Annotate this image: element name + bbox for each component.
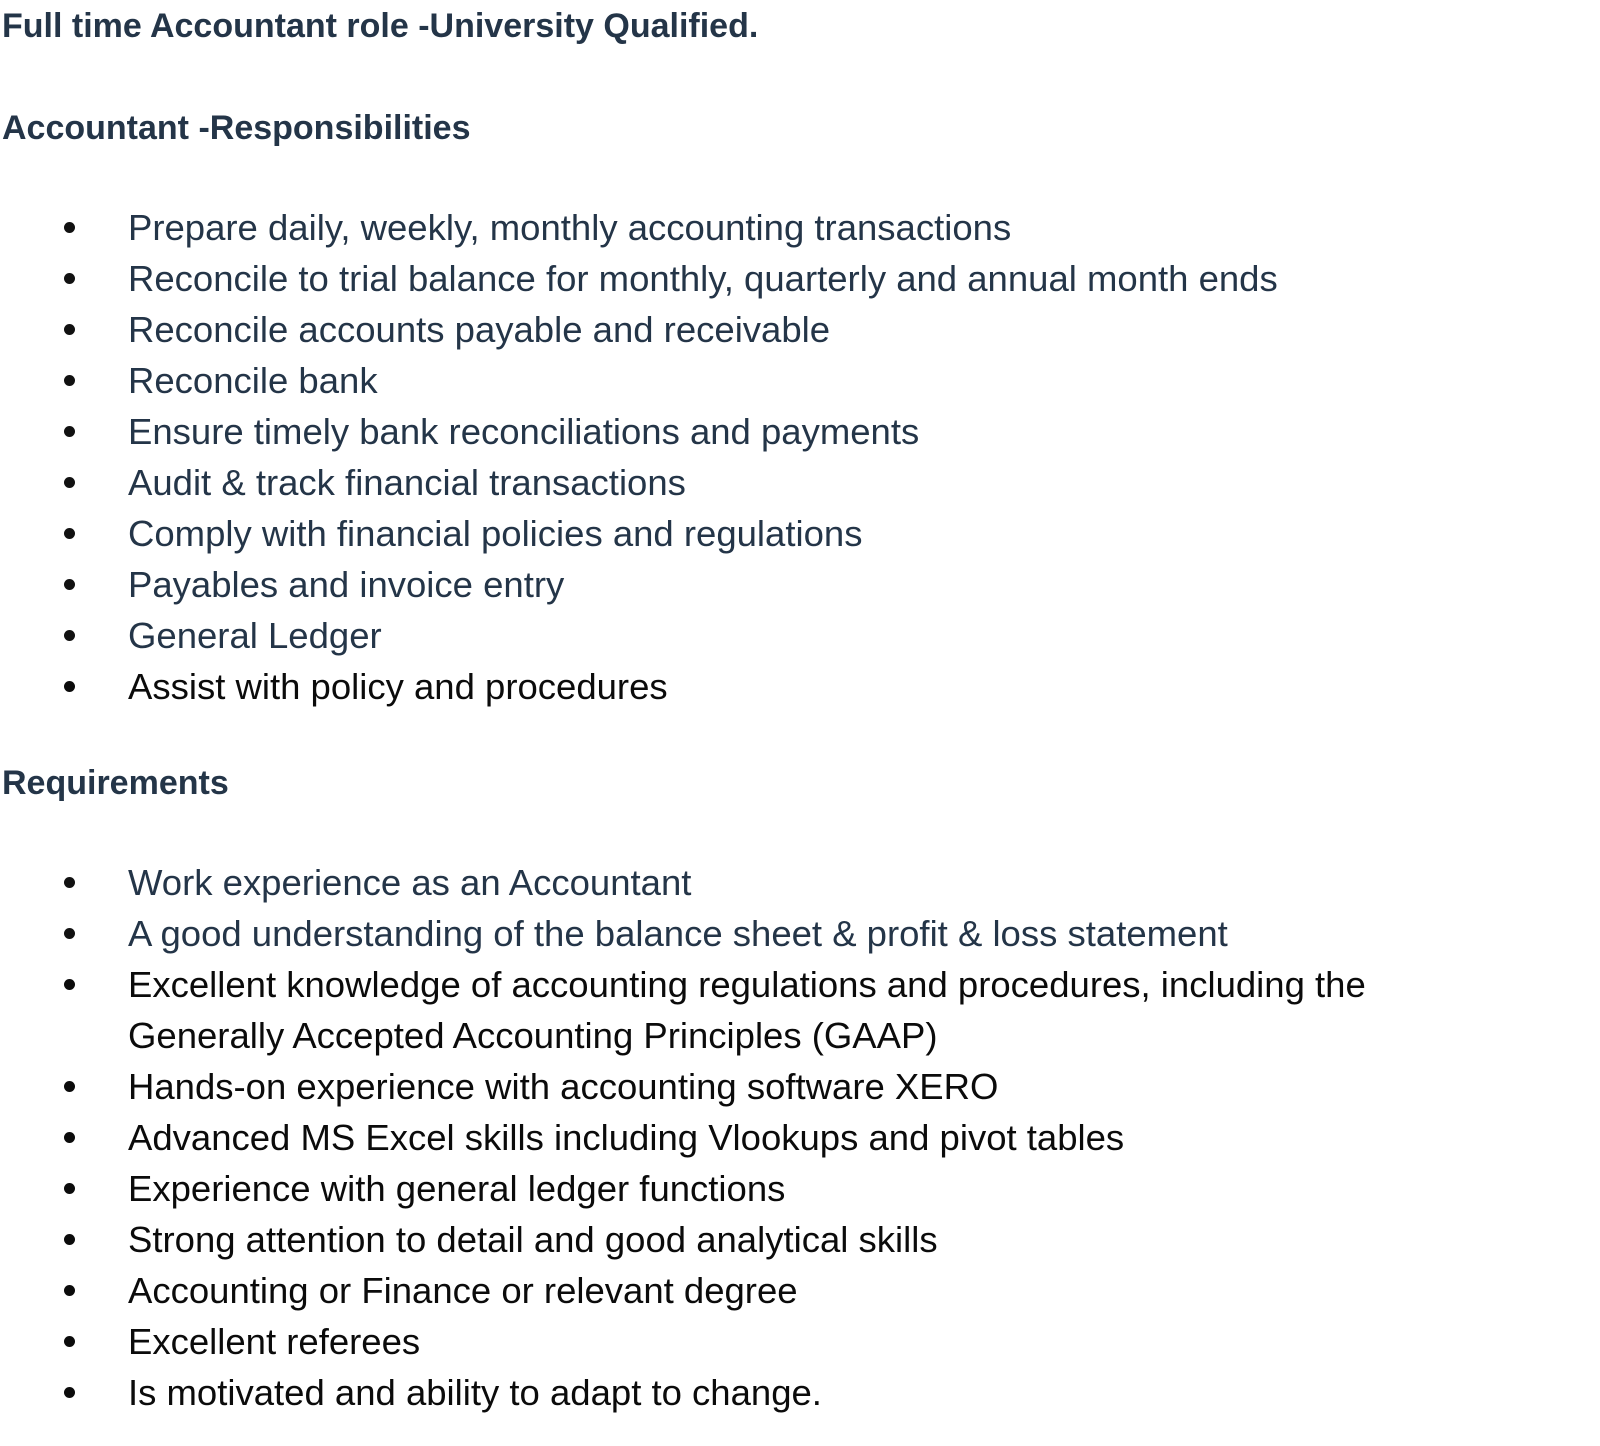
- bullet-icon: [64, 1183, 75, 1194]
- list-item-text: Excellent referees: [128, 1321, 421, 1362]
- requirements-list: [0, 857, 1468, 1418]
- list-item-text: Strong attention to detail and good analytical skills: [128, 1219, 938, 1260]
- list-item-text: Hands-on experience with accounting software XERO: [128, 1066, 999, 1107]
- list-item: [0, 1265, 1468, 1316]
- list-item: [0, 1112, 1468, 1163]
- list-item-text: Audit & track financial transactions: [128, 462, 686, 503]
- bullet-icon: [64, 1081, 75, 1092]
- bullet-icon: [64, 928, 75, 939]
- bullet-icon: [64, 375, 75, 386]
- list-item: [0, 202, 1278, 253]
- list-item-text: Prepare daily, weekly, monthly accounting transactions: [128, 207, 1012, 248]
- bullet-icon: [64, 877, 75, 888]
- list-item-text: Reconcile bank: [128, 360, 378, 401]
- bullet-icon: [64, 324, 75, 335]
- list-item-text: Work experience as an Accountant: [128, 862, 692, 903]
- list-item: [0, 457, 1278, 508]
- list-item-text: Assist with policy and procedures: [128, 666, 668, 707]
- list-item-text: Excellent knowledge of accounting regulations and procedures, including the Generally Accepted Accounting Principles (GAAP): [128, 964, 1366, 1056]
- list-item: [0, 908, 1468, 959]
- list-item: [0, 1214, 1468, 1265]
- list-item: [0, 304, 1278, 355]
- list-item-text: Reconcile to trial balance for monthly, quarterly and annual month ends: [128, 258, 1278, 299]
- bullet-icon: [64, 1387, 75, 1398]
- bullet-icon: [64, 681, 75, 692]
- list-item-text: Comply with financial policies and regulations: [128, 513, 863, 554]
- bullet-icon: [64, 630, 75, 641]
- list-item-text: A good understanding of the balance sheet & profit & loss statement: [128, 913, 1228, 954]
- list-item-text: Payables and invoice entry: [128, 564, 565, 605]
- list-item-text: Accounting or Finance or relevant degree: [128, 1270, 798, 1311]
- responsibilities-heading: Accountant -Responsibilities: [2, 109, 471, 147]
- bullet-icon: [64, 1132, 75, 1143]
- bullet-icon: [64, 1234, 75, 1245]
- bullet-icon: [64, 477, 75, 488]
- bullet-icon: [64, 579, 75, 590]
- list-item: [0, 959, 1468, 1061]
- responsibilities-list: [0, 202, 1278, 712]
- list-item: [0, 1367, 1468, 1418]
- requirements-heading: Requirements: [2, 764, 229, 802]
- list-item-text: Is motivated and ability to adapt to change.: [128, 1372, 822, 1413]
- document-title: Full time Accountant role -University Qualified.: [2, 7, 759, 45]
- bullet-icon: [64, 1336, 75, 1347]
- bullet-icon: [64, 979, 75, 990]
- bullet-icon: [64, 528, 75, 539]
- list-item: [0, 508, 1278, 559]
- bullet-icon: [64, 222, 75, 233]
- list-item-text: Reconcile accounts payable and receivable: [128, 309, 831, 350]
- bullet-icon: [64, 426, 75, 437]
- list-item: [0, 1316, 1468, 1367]
- bullet-icon: [64, 273, 75, 284]
- list-item-text: Ensure timely bank reconciliations and payments: [128, 411, 920, 452]
- list-item: [0, 1163, 1468, 1214]
- list-item-text: Experience with general ledger functions: [128, 1168, 786, 1209]
- list-item: [0, 610, 1278, 661]
- list-item: [0, 857, 1468, 908]
- list-item: [0, 1061, 1468, 1112]
- list-item-text: General Ledger: [128, 615, 382, 656]
- bullet-icon: [64, 1285, 75, 1296]
- list-item: [0, 406, 1278, 457]
- list-item: [0, 661, 1278, 712]
- list-item: [0, 559, 1278, 610]
- list-item: [0, 253, 1278, 304]
- list-item-text: Advanced MS Excel skills including Vlookups and pivot tables: [128, 1117, 1125, 1158]
- list-item: [0, 355, 1278, 406]
